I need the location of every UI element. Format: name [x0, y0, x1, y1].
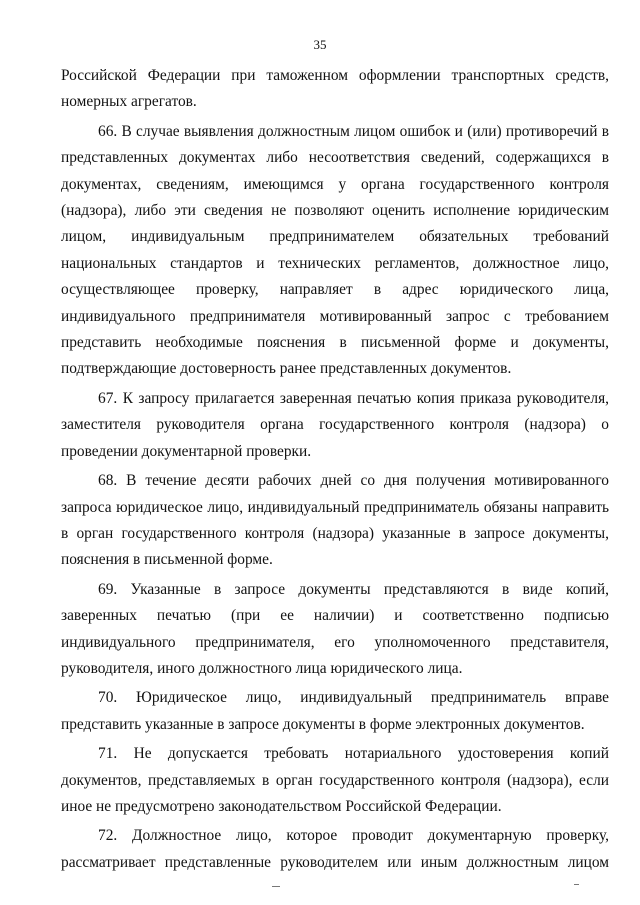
scan-artifact-mark: [574, 884, 579, 885]
paragraph-69: 69. Указанные в запросе документы представляются в виде копий, заверенных печатью (при ее наличии) и соответственно подписью индивидуального предпринимателя, его уполномоченного представителя, руководителя, иного должностного лица юридического лица.: [61, 580, 609, 677]
paragraph-66: 66. В случае выявления должностным лицом ошибок и (или) противоречий в представленных документах либо несоответствия сведений, содержащихся в документах, сведениям, имеющимся у органа государственного контроля (надзора), либо эти сведения не позволяют оценить исполнение юридическим лицом, индивидуальным предпринимателем обязательных требований национальных стандартов и технических регламентов, должностное лицо, осуществляющее проверку, направляет в адрес юридического лица, индивидуального предпринимателя мотивированный запрос с требованием представить необходимые пояснения в письменной форме и документы, подтверждающие достоверность ранее представленных документов.: [61, 122, 609, 378]
document-body: [61, 63, 609, 879]
paragraph-continuation: Российской Федерации при таможенном оформлении транспортных средств, номерных агрегатов.: [61, 67, 609, 111]
paragraph-72: 72. Должностное лицо, которое проводит документарную проверку, рассматривает представленные руководителем или иным должностным лицом: [61, 827, 609, 871]
page-number: 35: [313, 37, 327, 52]
paragraph-68: 68. В течение десяти рабочих дней со дня получения мотивированного запроса юридическое лицо, индивидуальный предприниматель обязаны направить в орган государственного контроля (надзора) указанные в запросе документы, пояснения в письменной форме.: [61, 472, 609, 569]
paragraph-71: 71. Не допускается требовать нотариального удостоверения копий документов, представляемых в орган государственного контроля (надзора), если иное не предусмотрено законодательством Российской Федерации.: [61, 745, 609, 815]
scan-artifact-mark: [272, 886, 280, 887]
paragraph-67: 67. К запросу прилагается заверенная печатью копия приказа руководителя, заместителя руководителя органа государственного контроля (надзора) о проведении документарной проверки.: [61, 389, 609, 460]
paragraph-70: 70. Юридическое лицо, индивидуальный предприниматель вправе представить указанные в запросе документы в форме электронных документов.: [61, 689, 609, 733]
